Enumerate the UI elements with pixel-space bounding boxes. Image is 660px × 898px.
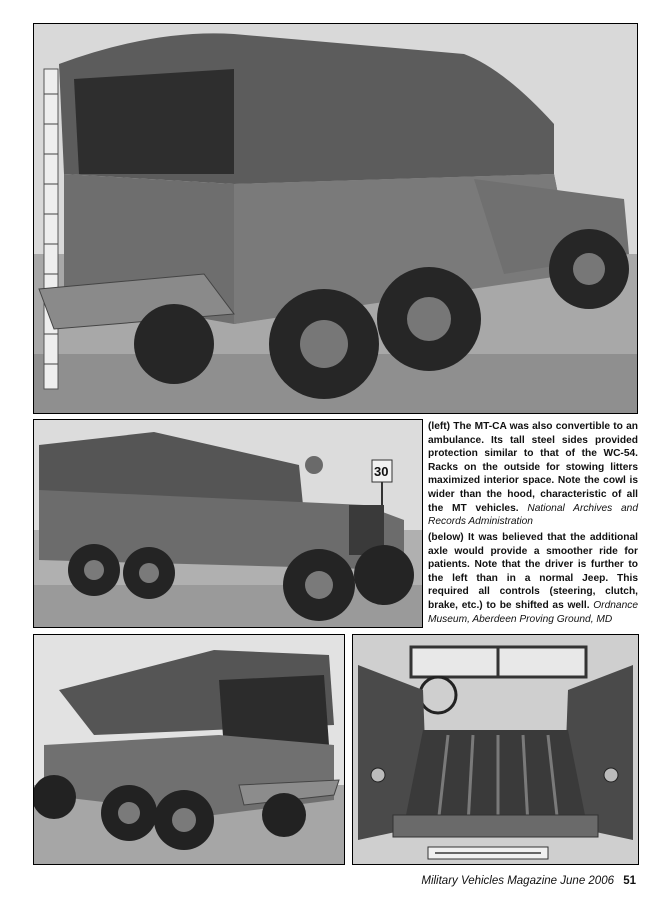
caption-below-lead: (below) <box>428 532 464 543</box>
caption-left <box>428 420 638 529</box>
page-footer <box>421 875 636 887</box>
caption-below-credit: Ordnance Museum, Aberdeen Proving Ground, MD <box>428 599 638 625</box>
caption-left-lead: (left) <box>428 421 451 432</box>
caption-left-credit: National Archives and Records Administration <box>428 502 638 528</box>
photo-mtca-side-view <box>33 419 423 628</box>
photo-mtca-rear-quarter <box>33 634 345 865</box>
vehicle-photo-graphic <box>353 635 638 864</box>
caption-left-body: The MT-CA was also convertible to an ambulance. Its tall steel sides provided protection similar to that of the WC-54. Racks on the outside for stowing litters maximized interior space. Note the cowl is wider than the hood, characteristic of all the MT vehicles. <box>428 421 638 514</box>
vehicle-photo-graphic <box>34 635 344 864</box>
caption-below-body: It was believed that the additional axle would provide a smoother ride for patients. Note that the driver is further to the left than in a normal Jeep. This required all controls (steering, clutch, brake, etc.) to be shifted as well. <box>428 532 638 611</box>
photo-mtca-rear-view <box>33 23 638 414</box>
photo-mtca-interior <box>352 634 639 865</box>
caption-below <box>428 531 638 626</box>
issue-date: June 2006 <box>560 875 614 887</box>
vehicle-photo-graphic <box>34 24 637 413</box>
magazine-title: Military Vehicles Magazine <box>421 875 558 887</box>
page-number: 51 <box>623 875 636 887</box>
speed-sign-number: 30 <box>374 464 389 479</box>
vehicle-photo-graphic <box>34 420 422 627</box>
